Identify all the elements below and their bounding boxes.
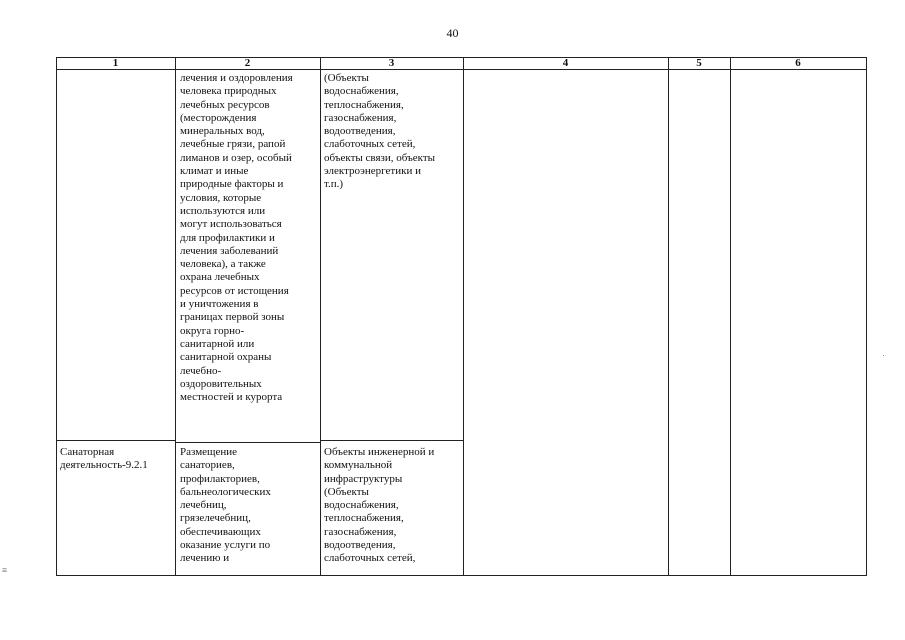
header-cell-3: 3 [388, 57, 395, 69]
row-divider-col2 [175, 442, 320, 443]
regulation-table [56, 57, 867, 576]
col-border-6 [866, 57, 867, 576]
header-cell-5: 5 [696, 57, 702, 69]
col-border-0 [56, 57, 57, 576]
header-cell-1: 1 [112, 57, 119, 69]
header-cell-2: 2 [244, 57, 251, 69]
scan-mark: ≡ [2, 565, 8, 575]
col-border-5 [730, 57, 731, 576]
row-divider-col3 [320, 440, 463, 441]
page-number: 40 [446, 26, 459, 40]
table-cell: (Объекты водоснабжения, теплоснабжения, газоснабжения, водоотведения, слаботочных сетей, объекты связи, объекты электроэнергетики и т.п.) [324, 72, 436, 191]
col-border-3 [463, 57, 464, 576]
col-border-4 [668, 57, 669, 576]
scan-speck [883, 355, 884, 356]
col-border-1 [175, 57, 176, 576]
header-cell-4: 4 [562, 57, 569, 69]
table-cell: Санаторная деятельность-9.2.1 [60, 446, 148, 472]
table-cell: Размещение санаториев, профилакториев, бальнеологических лечебниц, грязелечебниц, обеспечивающих оказание услуги по лечению и [180, 446, 271, 565]
table-bottom-border [56, 575, 867, 576]
table-cell: лечения и оздоровления человека природных лечебных ресурсов (месторождения минеральных вод, лечебные грязи, рапой лиманов и озер, особый климат и иные природные факторы и условия, которые используются или могут использоваться для профилактики и лечения заболеваний человека), а также охрана лечебных ресурсов от истощения и уничтожения в границах первой зоны округа горно- санитарной или санитарной охраны лечебно- оздоровительных местностей и курорта [180, 72, 293, 404]
col-border-2 [320, 57, 321, 576]
table-cell: Объекты инженерной и коммунальной инфраструктуры (Объекты водоснабжения, теплоснабжения, газоснабжения, водоотведения, слаботочных сетей, [324, 446, 435, 565]
row-divider-col1 [56, 440, 175, 441]
header-cell-6: 6 [795, 57, 801, 69]
